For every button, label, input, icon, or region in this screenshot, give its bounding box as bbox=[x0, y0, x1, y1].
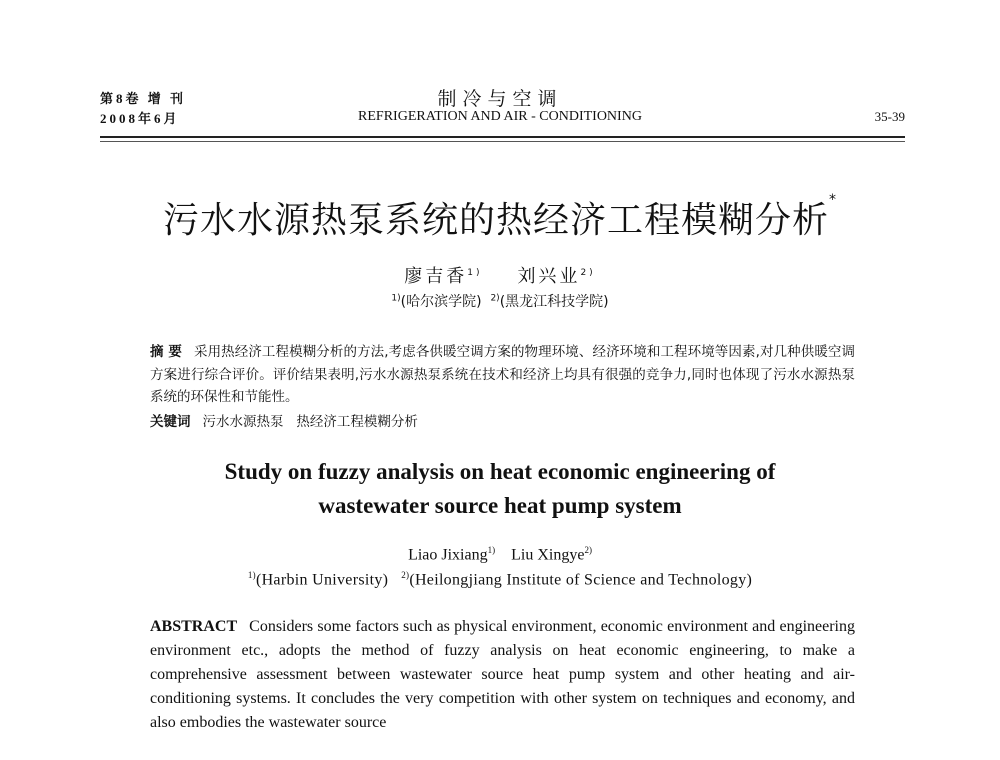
affiliation: (哈尔滨学院) bbox=[400, 294, 482, 310]
authors-cn bbox=[0, 262, 1000, 288]
paper-title-cn bbox=[0, 192, 1000, 243]
affiliation: (黑龙江科技学院) bbox=[499, 294, 609, 310]
keyword: 污水水源热泵 bbox=[202, 414, 284, 430]
abstract-label: 摘 要 bbox=[150, 344, 182, 360]
affil-sup: 2) bbox=[401, 570, 410, 580]
paper-title-en-line1: Study on fuzzy analysis on heat economic engineering of bbox=[224, 459, 776, 484]
journal-title-en: REFRIGERATION AND AIR - CONDITIONING bbox=[358, 109, 642, 124]
affiliation: (Harbin University) bbox=[255, 571, 389, 589]
affil-sup: 1) bbox=[391, 293, 401, 304]
journal-title-cn: 制冷与空调 bbox=[437, 88, 563, 110]
author-name: 廖吉香 bbox=[404, 266, 468, 287]
abstract-text: 采用热经济工程模糊分析的方法,考虑各供暖空调方案的物理环境、经济环境和工程环境等因素,对几种供暖空调方案进行综合评价。评价结果表明,污水水源热泵系统在技术和经济上均具有很强的竞争力,同时也体现了污水水源热泵系统的环保性和节能性。 bbox=[150, 344, 855, 405]
abstract-en bbox=[150, 615, 855, 735]
author-sup: 2) bbox=[584, 545, 592, 555]
affiliation: (Heilongjiang Institute of Science and Technology) bbox=[409, 571, 753, 589]
author-sup: 1) bbox=[467, 268, 483, 278]
author-sup: 1) bbox=[487, 545, 496, 555]
abstract-cn bbox=[150, 341, 855, 409]
affil-sup: 1) bbox=[247, 570, 256, 580]
keyword: 热经济工程模糊分析 bbox=[296, 414, 418, 430]
header-rule-thin bbox=[100, 141, 905, 142]
title-text: 污水水源热泵系统的热经济工程模糊分析 bbox=[162, 200, 829, 241]
author-name: Liao Jixiang bbox=[408, 546, 488, 564]
author-name: 刘兴业 bbox=[517, 266, 581, 287]
title-footnote-mark: * bbox=[829, 192, 837, 208]
affil-sup: 2) bbox=[490, 293, 500, 304]
author-name: Liu Xingye bbox=[511, 546, 585, 564]
paper-title-en-line2: wastewater source heat pump system bbox=[318, 493, 682, 518]
header-rule bbox=[100, 136, 905, 138]
page-range: 35-39 bbox=[874, 109, 905, 124]
keywords-cn bbox=[150, 411, 855, 434]
issue-date: 2008年6月 bbox=[100, 111, 180, 126]
affiliations-cn bbox=[0, 291, 1000, 311]
affiliations-en bbox=[0, 570, 1000, 589]
author-sup: 2) bbox=[580, 268, 596, 278]
abstract-label: ABSTRACT bbox=[150, 618, 238, 635]
keywords-label: 关键词 bbox=[150, 414, 191, 430]
authors-en bbox=[0, 545, 1000, 564]
abstract-text: Considers some factors such as physical environment, economic environment and engineering environment etc., adopts the method of fuzzy analysis on heat economic engineering, to make a comprehensive assessment between wastewater source heat pump system and other heating and air-conditioning systems. It concludes the very competition with other system on techniques and economy, and also embodies the wastewater source bbox=[150, 618, 855, 731]
volume-label: 第8卷 增 刊 bbox=[100, 91, 187, 106]
